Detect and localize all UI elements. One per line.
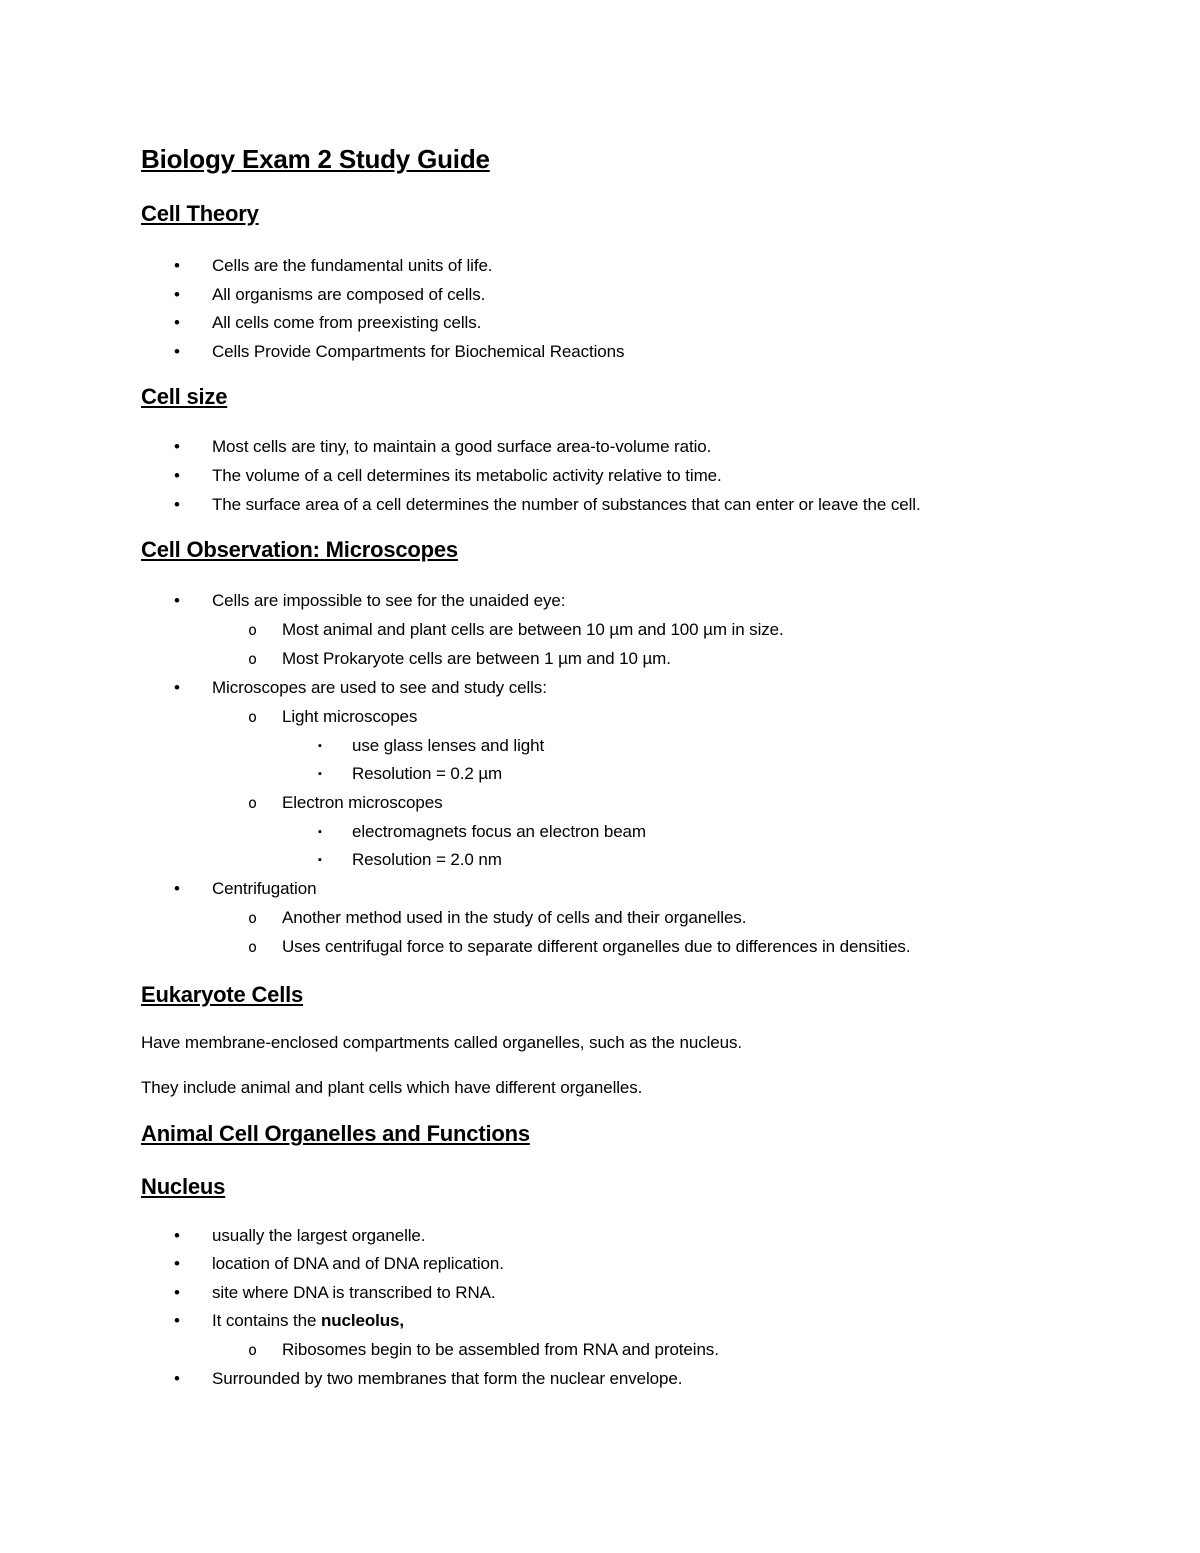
square-bullet-icon: ▪ [318, 826, 322, 838]
list-item: Most cells are tiny, to maintain a good surface area-to-volume ratio. [212, 437, 712, 456]
square-bullet-icon: ▪ [318, 854, 322, 866]
square-bullet-icon: ▪ [318, 768, 322, 780]
bullet-icon: • [174, 313, 180, 332]
sub-sub-list-item: electromagnets focus an electron beam [352, 822, 646, 841]
bullet-icon: • [174, 1311, 180, 1330]
sub-list-item: Uses centrifugal force to separate different organelles due to differences in densities. [282, 937, 911, 956]
bullet-icon: • [174, 1369, 180, 1388]
list-item: The volume of a cell determines its metabolic activity relative to time. [212, 466, 722, 485]
sub-sub-list-item: use glass lenses and light [352, 736, 545, 755]
sub-bullet-icon: o [248, 708, 258, 726]
bullet-icon: • [174, 879, 180, 898]
list-item: Cells are impossible to see for the unaided eye: [212, 591, 566, 610]
bullet-icon: • [174, 437, 180, 456]
bold-term-nucleolus: nucleolus, [320, 1311, 405, 1330]
bullet-icon: • [174, 342, 180, 361]
document-title: Biology Exam 2 Study Guide [141, 144, 490, 174]
sub-list-item: Ribosomes begin to be assembled from RNA and proteins. [282, 1340, 719, 1359]
heading-animal-organelles: Animal Cell Organelles and Functions [141, 1121, 530, 1146]
heading-eukaryote-cells: Eukaryote Cells [141, 982, 304, 1007]
heading-microscopes: Cell Observation: Microscopes [141, 537, 458, 562]
sub-bullet-icon: o [248, 650, 258, 668]
list-item: Surrounded by two membranes that form the nuclear envelope. [212, 1369, 683, 1388]
sub-sub-list-item: Resolution = 2.0 nm [352, 850, 502, 869]
list-item-text: It contains the [212, 1311, 321, 1330]
sub-bullet-icon: o [248, 938, 258, 956]
list-item: All organisms are composed of cells. [212, 285, 486, 304]
list-item: site where DNA is transcribed to RNA. [212, 1283, 496, 1302]
square-bullet-icon: ▪ [318, 740, 322, 752]
paragraph: They include animal and plant cells which have different organelles. [141, 1078, 643, 1097]
list-item: Cells are the fundamental units of life. [212, 256, 493, 275]
bullet-icon: • [174, 285, 180, 304]
heading-cell-theory: Cell Theory [141, 201, 259, 226]
paragraph: Have membrane-enclosed compartments called organelles, such as the nucleus. [141, 1033, 743, 1052]
list-item: location of DNA and of DNA replication. [212, 1254, 504, 1273]
list-item: Centrifugation [212, 879, 317, 898]
bullet-icon: • [174, 256, 180, 275]
list-item: Microscopes are used to see and study cells: [212, 678, 547, 697]
list-item: Cells Provide Compartments for Biochemical Reactions [212, 342, 625, 361]
bullet-icon: • [174, 591, 180, 610]
bullet-icon: • [174, 1283, 180, 1302]
sub-bullet-icon: o [248, 621, 258, 639]
list-item: usually the largest organelle. [212, 1226, 426, 1245]
list-item: All cells come from preexisting cells. [212, 313, 482, 332]
bullet-icon: • [174, 1254, 180, 1273]
bullet-icon: • [174, 678, 180, 697]
sub-list-item: Most Prokaryote cells are between 1 µm and 10 µm. [282, 649, 671, 668]
heading-cell-size: Cell size [141, 384, 228, 409]
sub-list-item: Light microscopes [282, 707, 418, 726]
sub-bullet-icon: o [248, 909, 258, 927]
bullet-icon: • [174, 495, 180, 514]
sub-bullet-icon: o [248, 794, 258, 812]
sub-bullet-icon: o [248, 1341, 258, 1359]
sub-list-item: Electron microscopes [282, 793, 443, 812]
list-item [212, 1310, 404, 1332]
bullet-icon: • [174, 1226, 180, 1245]
heading-nucleus: Nucleus [141, 1174, 226, 1199]
sub-list-item: Most animal and plant cells are between 10 µm and 100 µm in size. [282, 620, 784, 639]
bullet-icon: • [174, 466, 180, 485]
sub-list-item: Another method used in the study of cells and their organelles. [282, 908, 747, 927]
list-item: The surface area of a cell determines the number of substances that can enter or leave the cell. [212, 495, 921, 514]
sub-sub-list-item: Resolution = 0.2 µm [352, 764, 503, 783]
